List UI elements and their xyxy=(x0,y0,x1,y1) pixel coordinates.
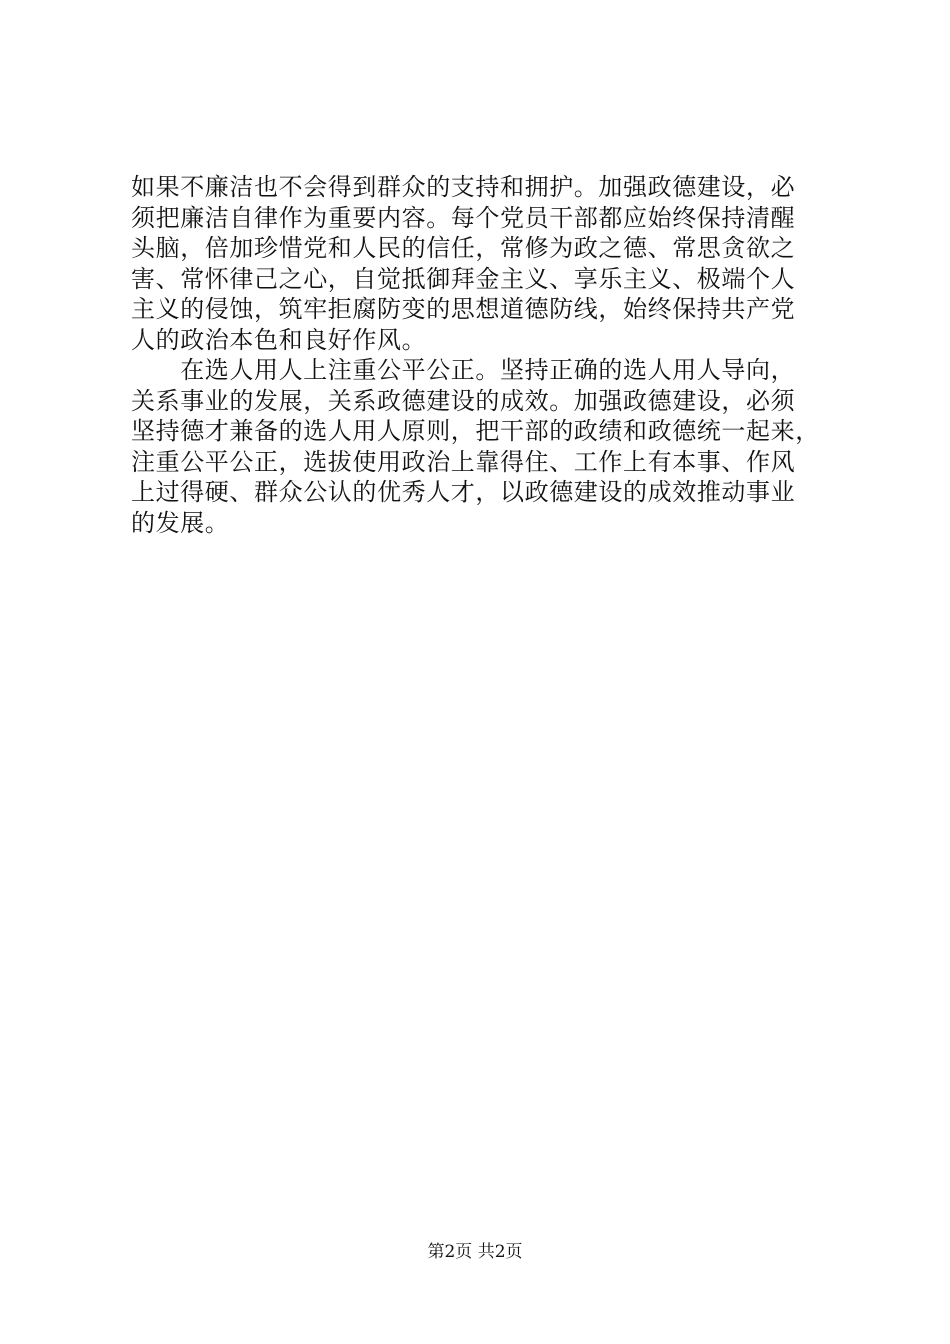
text-line: 关系事业的发展，关系政德建设的成效。加强政德建设，必须 xyxy=(131,386,796,415)
text-line: 害、常怀律己之心，自觉抵御拜金主义、享乐主义、极端个人 xyxy=(131,264,796,293)
body-text xyxy=(131,172,831,538)
text-line: 人的政治本色和良好作风。 xyxy=(131,325,427,354)
page-footer: 第2页 共2页 xyxy=(427,1242,523,1262)
text-line: 的发展。 xyxy=(131,508,230,537)
text-line: 主义的侵蚀，筑牢拒腐防变的思想道德防线，始终保持共产党 xyxy=(131,295,796,323)
text-line: 在选人用人上注重公平公正。坚持正确的选人用人导向， xyxy=(131,356,796,384)
text-line: 头脑，倍加珍惜党和人民的信任，常修为政之德、常思贪欲之 xyxy=(131,234,796,262)
text-line: 坚持德才兼备的选人用人原则，把干部的政绩和政德统一起来， xyxy=(131,417,820,445)
text-line: 注重公平公正，选拔使用政治上靠得住、工作上有本事、作风 xyxy=(131,447,796,476)
text-line: 须把廉洁自律作为重要内容。每个党员干部都应始终保持清醒 xyxy=(131,203,796,232)
text-line: 如果不廉洁也不会得到群众的支持和拥护。加强政德建设，必 xyxy=(131,173,796,201)
text-line: 上过得硬、群众公认的优秀人才，以政德建设的成效推动事业 xyxy=(131,478,796,506)
